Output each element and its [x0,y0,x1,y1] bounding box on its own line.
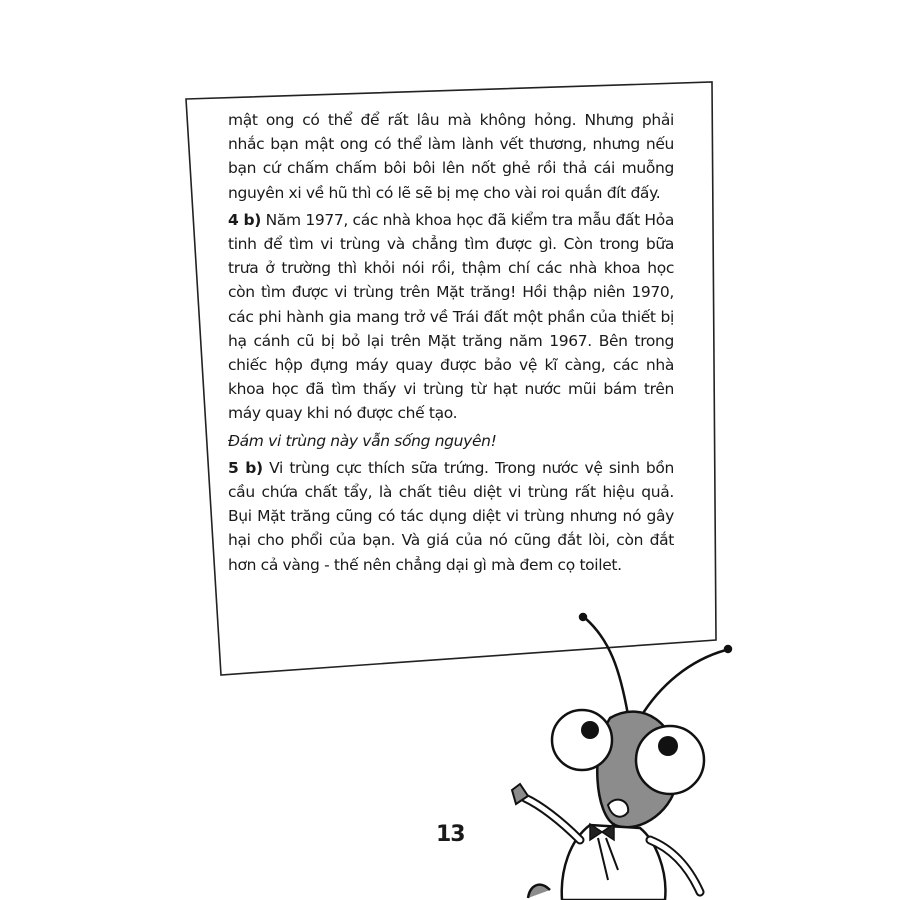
page-number: 13 [436,822,465,847]
answer-label: 4 b) [228,210,261,229]
paragraph-text: Vi trùng cực thích sữa trứng. Trong nước vệ sinh bồn cầu chứa chất tẩy, là chất tiêu diệt vi trùng rất hiệu quả. Bụi Mặt trăng cũng có tác dụng diệt vi trùng nhưng nó gây hại cho phổi của bạn. Và giá của nó cũng đắt lòi, còn đắt hơn cả vàng - thế nên chẳng dại gì mà đem cọ toilet. [228,458,674,574]
answer-4b [228,208,674,426]
paragraph-text: Đám vi trùng này vẫn sống nguyên! [228,431,497,450]
paragraph-continuation [228,108,674,205]
italic-remark [228,429,674,453]
right-antenna [640,650,726,718]
answer-5b [228,456,674,577]
right-eye [636,726,704,794]
paragraph-text: Năm 1977, các nhà khoa học đã kiểm tra mẫu đất Hỏa tinh để tìm vi trùng và chẳng tìm được gì. Còn trong bữa trưa ở trường thì khỏi nói rồi, thậm chí các nhà khoa học còn tìm được vi trùng trên Mặt trăng! Hồi thập niên 1970, các phi hành gia mang trở về Trái đất một phần của thiết bị hạ cánh cũ bị bỏ lại trên Mặt trăng năm 1967. Bên trong chiếc hộp đựng máy quay được bảo vệ kĩ càng, các nhà khoa học đã tìm thấy vi trùng từ hạt nước mũi bám trên máy quay khi nó được chế tạo. [228,210,674,423]
germ-cartoon-illustration [490,600,750,900]
paragraph-text: mật ong có thể để rất lâu mà không hỏng. Nhưng phải nhắc bạn mật ong có thể làm lành vết thương, nhưng nếu bạn cứ chấm chấm bôi bôi lên nốt ghẻ rồi thả cái muỗng nguyên xi về hũ thì có lẽ sẽ bị mẹ cho vài roi quắn đít đấy. [228,111,674,202]
left-antenna [585,618,628,715]
left-eye [552,710,612,770]
answer-label: 5 b) [228,458,263,477]
answer-text-box [228,108,674,577]
